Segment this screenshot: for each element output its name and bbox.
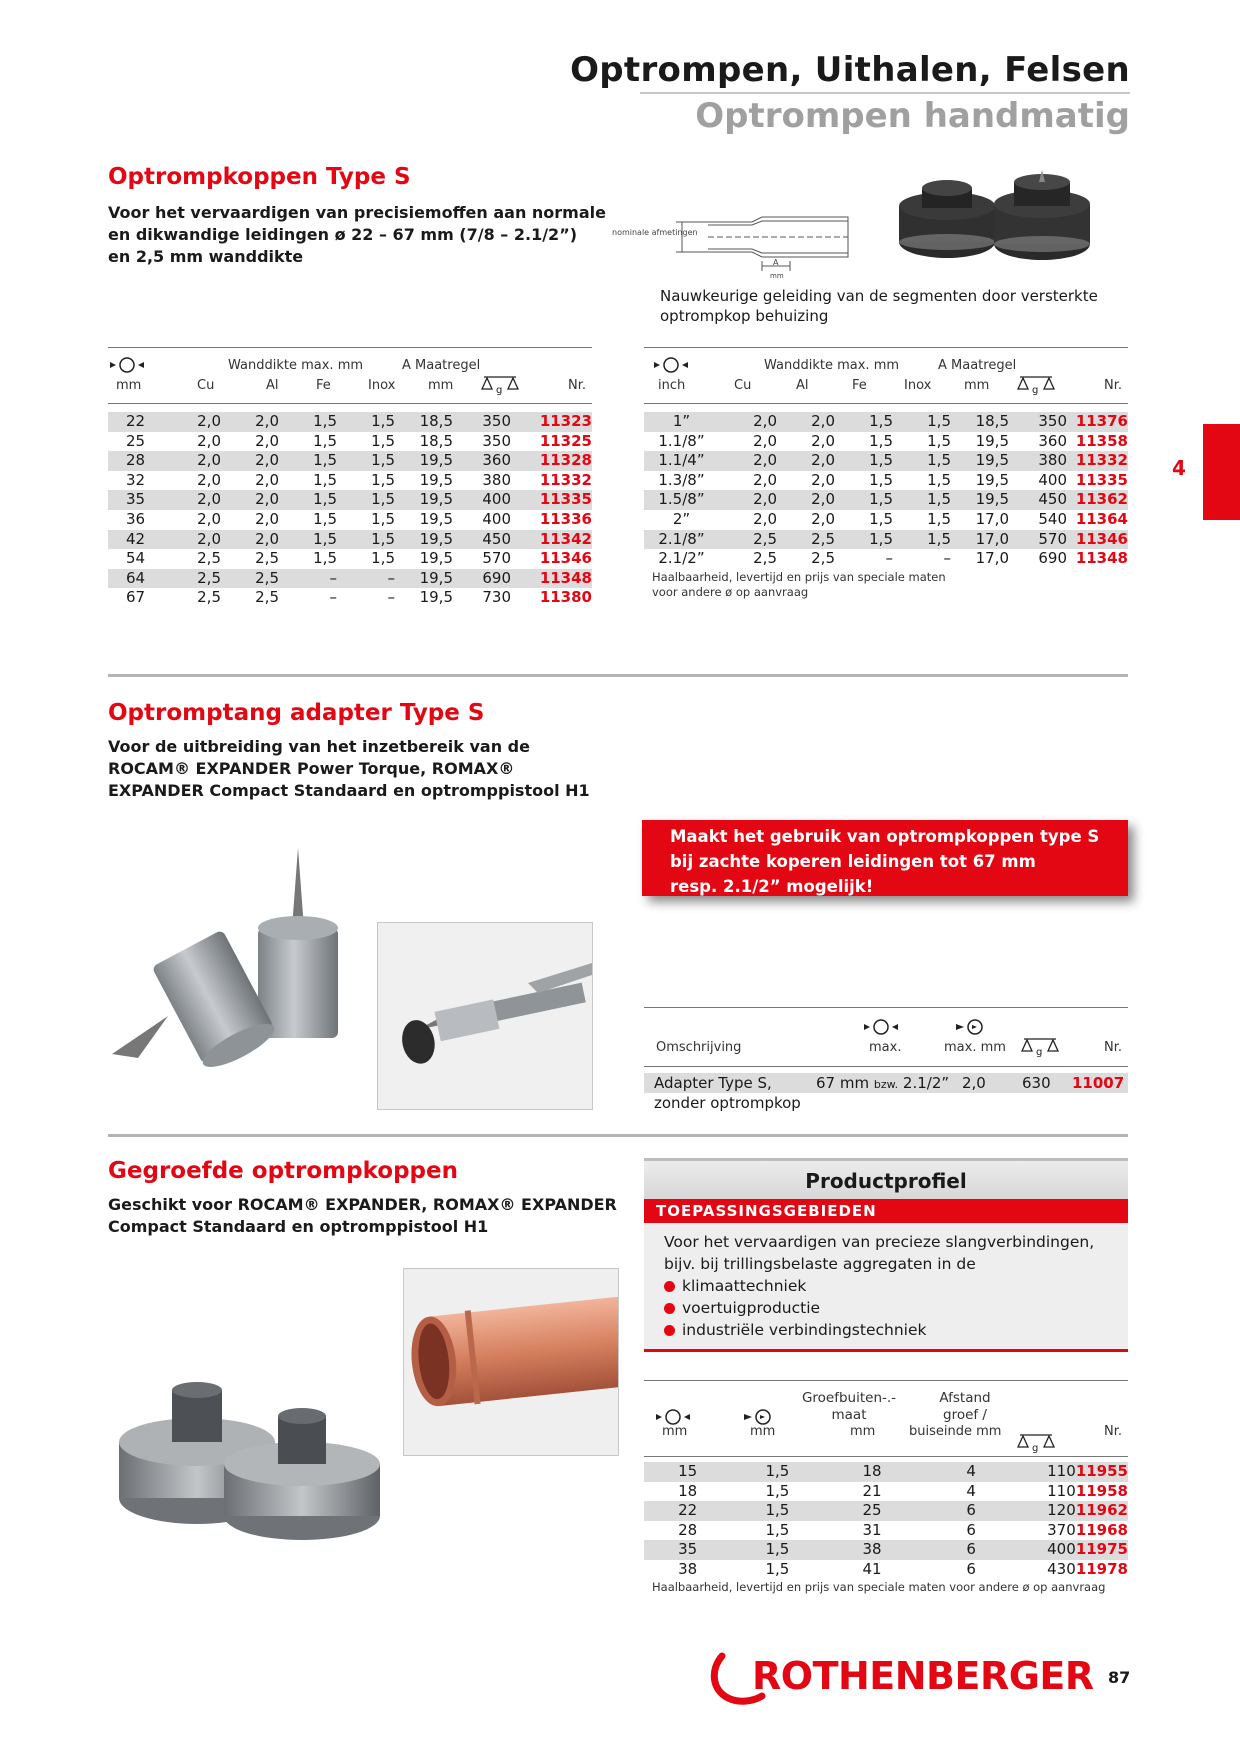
table-cell: 36 bbox=[125, 509, 146, 528]
table-cell: 19,5 bbox=[951, 490, 1009, 510]
table-cell: 360 bbox=[1038, 431, 1067, 450]
table-cell: 690 bbox=[453, 569, 511, 589]
adapter-desc: Adapter Type S, zonder optrompkop bbox=[654, 1074, 801, 1112]
table-cell: 1,5 bbox=[337, 412, 395, 432]
article-number: 11358 bbox=[1075, 431, 1128, 450]
article-number: 11362 bbox=[1067, 490, 1128, 510]
table-cell: 1,5 bbox=[765, 1481, 790, 1500]
adapter-max: 67 mm bzw. 2.1/2” bbox=[816, 1074, 950, 1092]
table-cell: 1.5/8” bbox=[644, 490, 719, 510]
section1-title: Optrompkoppen Type S bbox=[108, 164, 411, 190]
section-divider bbox=[108, 674, 1128, 677]
table-cell: 120 bbox=[1022, 1501, 1076, 1521]
table-cell: 380 bbox=[482, 470, 511, 489]
table-cell: 540 bbox=[1038, 509, 1067, 528]
table-cell: 110 bbox=[1047, 1481, 1076, 1500]
table-cell: 2,0 bbox=[221, 451, 279, 471]
table-cell: 18 bbox=[678, 1481, 698, 1500]
product-profile bbox=[644, 1158, 1128, 1344]
table-cell: 2,5 bbox=[255, 588, 279, 607]
bullet-dot-icon bbox=[664, 1303, 675, 1314]
table-row bbox=[108, 530, 592, 550]
table-cell: – bbox=[885, 549, 893, 568]
product-profile-body: Voor het vervaardigen van precieze slangverbindingen, bijv. bij trillingsbelaste aggregaten in de klimaattechniek voertuigproductie industriële verbindingstechniek bbox=[644, 1223, 1128, 1352]
grooved-table-header: mm mm mm buiseinde mm g Nr. bbox=[644, 1424, 1128, 1460]
table-cell: 67 bbox=[125, 588, 146, 607]
page-subtitle: Optrompen handmatig bbox=[695, 96, 1130, 136]
diagram-dim-label: nominale afmetingen bbox=[612, 228, 698, 237]
table-cell: 350 bbox=[453, 412, 511, 432]
table-row bbox=[644, 1560, 1128, 1580]
table-cell: 430 bbox=[1047, 1559, 1076, 1578]
table-row bbox=[644, 510, 1128, 530]
table-cell: 1,5 bbox=[371, 549, 395, 568]
table-cell: 2,0 bbox=[811, 431, 835, 450]
table-cell: 28 bbox=[678, 1520, 698, 1539]
table-cell: 1,5 bbox=[927, 431, 951, 450]
article-number: 11376 bbox=[1067, 412, 1128, 432]
section2-description: Voor de uitbreiding van het inzetbereik van de ROCAM® EXPANDER Power Torque, ROMAX® EXPANDER Compact Standaard en optromppistool H1 bbox=[108, 737, 590, 800]
article-number: 11955 bbox=[1075, 1462, 1128, 1480]
table-cell: 2,5 bbox=[197, 549, 221, 568]
table-cell: 1,5 bbox=[313, 470, 337, 489]
table-cell: 35 bbox=[644, 1540, 731, 1560]
table-cell: 6 bbox=[966, 1559, 976, 1578]
article-number: 11323 bbox=[511, 412, 592, 432]
callout-box: Maakt het gebruik van optrompkoppen type S bij zachte koperen leidingen tot 67 mm resp. 2.1/2” mogelijk! bbox=[642, 820, 1128, 896]
bullet-dot-icon bbox=[664, 1281, 675, 1292]
grooved-pipe-photo bbox=[403, 1268, 619, 1456]
table-cell: 19,5 bbox=[395, 451, 453, 471]
adapter-on-tool-photo bbox=[377, 922, 593, 1110]
section1-caption: Nauwkeurige geleiding van de segmenten door versterkte optrompkop behuizing bbox=[660, 287, 1098, 325]
table-row bbox=[644, 471, 1128, 491]
table-cell: 2,0 bbox=[255, 431, 279, 450]
bullet-item: industriële verbindingstechniek bbox=[664, 1319, 1128, 1341]
table-cell: 2,0 bbox=[777, 412, 835, 432]
table-cell: 4 bbox=[920, 1462, 1021, 1482]
table-cell: 1,5 bbox=[893, 490, 951, 510]
table-row bbox=[644, 1482, 1128, 1502]
table-cell: 1,5 bbox=[313, 549, 337, 568]
table-cell: 2,0 bbox=[221, 490, 279, 510]
article-number: 11332 bbox=[539, 470, 592, 489]
article-number: 11335 bbox=[511, 490, 592, 510]
table-cell: 2,5 bbox=[221, 569, 279, 589]
article-number: 11332 bbox=[1067, 451, 1128, 471]
article-number: 11346 bbox=[1067, 530, 1128, 550]
table-mm bbox=[108, 412, 592, 608]
table-cell: 2,5 bbox=[255, 549, 279, 568]
table-cell: 1,5 bbox=[313, 431, 337, 450]
article-number: 11975 bbox=[1075, 1540, 1128, 1559]
table-cell: 38 bbox=[824, 1540, 921, 1560]
bullet-dot-icon bbox=[664, 1325, 675, 1336]
table-cell: 2,0 bbox=[811, 470, 835, 489]
table-row bbox=[644, 549, 1128, 569]
table-cell: 2,0 bbox=[777, 490, 835, 510]
table-cell: 400 bbox=[1022, 1540, 1076, 1560]
table-cell: 450 bbox=[1009, 490, 1067, 510]
table-cell: 2,0 bbox=[255, 509, 279, 528]
grooved-table-note: Haalbaarheid, levertijd en prijs van speciale maten voor andere ø op aanvraag bbox=[652, 1580, 1106, 1594]
table-cell: 2.1/8” bbox=[644, 530, 719, 550]
adapter-table-top-rule bbox=[644, 1007, 1128, 1008]
table-cell: 2,0 bbox=[221, 530, 279, 550]
table-cell: 17,0 bbox=[975, 549, 1009, 568]
table-cell: 2,5 bbox=[197, 588, 221, 607]
grooved-table-header-rule bbox=[644, 1456, 1128, 1457]
table-row bbox=[644, 490, 1128, 510]
table-row bbox=[108, 588, 592, 608]
outer-diameter-icon bbox=[110, 356, 144, 374]
table-inch-group-a: A Maatregel bbox=[938, 358, 1017, 373]
page-title: Optrompen, Uithalen, Felsen bbox=[570, 50, 1130, 90]
table-cell: 2,0 bbox=[777, 451, 835, 471]
weight-scale-icon bbox=[480, 374, 520, 400]
table-cell: 1.1/4” bbox=[644, 451, 719, 471]
table-row bbox=[108, 412, 592, 432]
table-cell: 21 bbox=[862, 1481, 882, 1500]
product-profile-title: Productprofiel bbox=[644, 1158, 1128, 1199]
table-row bbox=[108, 471, 592, 491]
outer-diameter-icon bbox=[864, 1018, 898, 1036]
table-cell: 2,0 bbox=[163, 451, 221, 471]
table-cell: 1,5 bbox=[869, 431, 893, 450]
chapter-number: 4 bbox=[1172, 456, 1186, 480]
table-mm-header: mm Cu Al Fe Inox mm g Nr. bbox=[108, 378, 592, 396]
table-row bbox=[108, 451, 592, 471]
table-mm-group-a: A Maatregel bbox=[402, 358, 481, 373]
diagram-mm-label: mm bbox=[770, 272, 784, 280]
table-cell: 2,0 bbox=[163, 530, 221, 550]
table-cell: – bbox=[279, 569, 337, 589]
table-cell: 2,0 bbox=[753, 431, 777, 450]
table-inch-header-rule bbox=[644, 403, 1128, 404]
article-number: 11328 bbox=[511, 451, 592, 471]
table-cell: 1,5 bbox=[835, 490, 893, 510]
table-inch-header: inch Cu Al Fe Inox mm g Nr. bbox=[644, 378, 1128, 396]
table-cell: 19,5 bbox=[395, 530, 453, 550]
table-cell: 690 bbox=[1038, 549, 1067, 568]
table-cell: 1,5 bbox=[313, 509, 337, 528]
grooved-header-afstand: Afstand groef / bbox=[939, 1390, 991, 1423]
table-cell: 450 bbox=[453, 530, 511, 550]
article-number: 11335 bbox=[1075, 470, 1128, 489]
page-number: 87 bbox=[1108, 1668, 1131, 1687]
table-cell: 570 bbox=[482, 549, 511, 568]
table-cell: 400 bbox=[482, 509, 511, 528]
table-cell: 1,5 bbox=[765, 1520, 790, 1539]
table-cell: 1,5 bbox=[731, 1540, 823, 1560]
grooved-heads-photo bbox=[112, 1380, 392, 1540]
table-cell: 1,5 bbox=[337, 451, 395, 471]
expander-heads-photo bbox=[892, 170, 1092, 270]
article-number: 11958 bbox=[1075, 1481, 1128, 1500]
table-cell: 4 bbox=[966, 1481, 976, 1500]
section3-description: Geschikt voor ROCAM® EXPANDER, ROMAX® EXPANDER Compact Standaard en optromppistool H1 bbox=[108, 1195, 617, 1236]
table-cell: 2,5 bbox=[719, 530, 777, 550]
table-inch bbox=[644, 412, 1128, 569]
table-cell: 42 bbox=[108, 530, 163, 550]
table-cell: 1,5 bbox=[869, 509, 893, 528]
table-row bbox=[644, 1540, 1128, 1560]
article-number: 11348 bbox=[511, 569, 592, 589]
diagram-a-label: A bbox=[773, 258, 779, 267]
socket-diagram bbox=[612, 205, 852, 280]
table-cell: 110 bbox=[1022, 1462, 1076, 1482]
article-number: 11380 bbox=[539, 588, 592, 607]
table-cell: 19,5 bbox=[419, 588, 453, 607]
article-number: 11348 bbox=[1075, 549, 1128, 568]
table-cell: 2.1/2” bbox=[658, 549, 705, 568]
table-mm-header-rule bbox=[108, 403, 592, 404]
table-cell: 2,0 bbox=[221, 412, 279, 432]
table-cell: 1,5 bbox=[893, 530, 951, 550]
adapter-table-header: Omschrijving max. max. mm g Nr. bbox=[644, 1040, 1128, 1058]
table-cell: 1,5 bbox=[765, 1559, 790, 1578]
weight-scale-icon bbox=[1020, 1036, 1060, 1062]
table-cell: 38 bbox=[678, 1559, 698, 1578]
table-cell: 2,0 bbox=[719, 451, 777, 471]
product-profile-bar: TOEPASSINGSGEBIEDEN bbox=[644, 1199, 1128, 1223]
table-cell: 2,0 bbox=[163, 412, 221, 432]
svg-text:g: g bbox=[1036, 1047, 1043, 1058]
section3-title: Gegroefde optrompkoppen bbox=[108, 1158, 458, 1184]
table-cell: 6 bbox=[966, 1520, 976, 1539]
bullet-item: klimaattechniek bbox=[664, 1275, 1128, 1297]
table-cell: 1,5 bbox=[337, 530, 395, 550]
article-number: 11968 bbox=[1075, 1520, 1128, 1539]
table-cell: 19,5 bbox=[419, 470, 453, 489]
table-cell: 17,0 bbox=[951, 530, 1009, 550]
section1-description: Voor het vervaardigen van precisiemoffen aan normale en dikwandige leidingen ø 22 – 67 mm (7/8 – 2.1/2”) en 2,5 mm wanddikte bbox=[108, 203, 606, 266]
adapter-weight: 630 bbox=[1022, 1074, 1051, 1092]
table-cell: 6 bbox=[920, 1501, 1021, 1521]
table-cell: 2,0 bbox=[197, 509, 221, 528]
adapter-table-header-rule bbox=[644, 1066, 1128, 1067]
table-cell: 1,5 bbox=[835, 530, 893, 550]
table-cell: 1,5 bbox=[279, 412, 337, 432]
adapter-maxmm: 2,0 bbox=[962, 1074, 986, 1092]
table-cell: 400 bbox=[453, 490, 511, 510]
table-cell: 19,5 bbox=[975, 470, 1009, 489]
article-number: 11325 bbox=[539, 431, 592, 450]
table-cell: 1” bbox=[644, 412, 719, 432]
table-cell: 19,5 bbox=[419, 549, 453, 568]
table-cell: 18,5 bbox=[395, 412, 453, 432]
svg-text:g: g bbox=[1032, 385, 1039, 396]
table-cell: 25 bbox=[125, 431, 146, 450]
table-cell: 19,5 bbox=[419, 509, 453, 528]
table-cell: 2,0 bbox=[719, 490, 777, 510]
weight-scale-icon bbox=[1016, 374, 1056, 400]
table-cell: 350 bbox=[482, 431, 511, 450]
table-cell: 2,0 bbox=[197, 470, 221, 489]
table-cell: 22 bbox=[644, 1501, 731, 1521]
section-divider bbox=[108, 1134, 1128, 1137]
table-cell: 570 bbox=[1009, 530, 1067, 550]
table-cell: 1.3/8” bbox=[658, 470, 705, 489]
table-cell: 2,5 bbox=[753, 549, 777, 568]
table-cell: 41 bbox=[862, 1559, 882, 1578]
article-number: 11978 bbox=[1075, 1559, 1128, 1578]
table-cell: 2,0 bbox=[719, 412, 777, 432]
header-rule bbox=[640, 92, 1130, 94]
table-cell: 18,5 bbox=[419, 431, 453, 450]
adapter-photo bbox=[108, 848, 368, 1068]
table-cell: 1,5 bbox=[279, 451, 337, 471]
table-cell: 1,5 bbox=[371, 431, 395, 450]
adapter-nr: 11007 bbox=[1072, 1074, 1125, 1092]
article-number: 11962 bbox=[1075, 1501, 1128, 1520]
table-cell: 32 bbox=[125, 470, 146, 489]
table-cell: 360 bbox=[453, 451, 511, 471]
table-cell: 31 bbox=[862, 1520, 882, 1539]
grooved-table bbox=[644, 1462, 1128, 1580]
table-inch-top-rule bbox=[644, 347, 1128, 348]
table-cell: 1,5 bbox=[731, 1462, 823, 1482]
table-cell: 1,5 bbox=[927, 509, 951, 528]
table-row bbox=[108, 569, 592, 589]
table-cell: 730 bbox=[482, 588, 511, 607]
table-cell: 28 bbox=[108, 451, 163, 471]
table-cell: 35 bbox=[108, 490, 163, 510]
table-cell: 370 bbox=[1047, 1520, 1076, 1539]
outer-diameter-icon bbox=[654, 356, 688, 374]
table-cell: 19,5 bbox=[395, 490, 453, 510]
grooved-table-top-rule bbox=[644, 1380, 1128, 1381]
section2-title: Optromptang adapter Type S bbox=[108, 700, 485, 726]
table-cell: 6 bbox=[920, 1540, 1021, 1560]
table-row bbox=[644, 432, 1128, 452]
table-cell: 1,5 bbox=[869, 470, 893, 489]
table-cell: 18,5 bbox=[951, 412, 1009, 432]
chapter-tab bbox=[1203, 424, 1240, 520]
table-cell: 1,5 bbox=[371, 470, 395, 489]
table-row bbox=[108, 432, 592, 452]
table-row bbox=[644, 412, 1128, 432]
table-mm-top-rule bbox=[108, 347, 592, 348]
table-cell: 1,5 bbox=[893, 451, 951, 471]
table-row bbox=[644, 1501, 1128, 1521]
grooved-header-groef: Groefbuiten-.- maat bbox=[801, 1390, 897, 1423]
table-mm-group-wall: Wanddikte max. mm bbox=[228, 358, 364, 373]
table-cell: 2,0 bbox=[753, 509, 777, 528]
table-cell: 2,0 bbox=[163, 490, 221, 510]
table-cell: 2,0 bbox=[811, 509, 835, 528]
table-cell: 1,5 bbox=[893, 412, 951, 432]
table-cell: 1,5 bbox=[279, 490, 337, 510]
table-cell: – bbox=[387, 588, 395, 607]
table-cell: 19,5 bbox=[975, 431, 1009, 450]
table-cell: 2,5 bbox=[811, 549, 835, 568]
table-row bbox=[644, 530, 1128, 550]
svg-text:g: g bbox=[496, 385, 503, 396]
table-row bbox=[644, 1462, 1128, 1482]
article-number: 11342 bbox=[511, 530, 592, 550]
table-cell: 1,5 bbox=[731, 1501, 823, 1521]
table-cell: 19,5 bbox=[951, 451, 1009, 471]
brand-logo: ROTHENBERGER bbox=[752, 1654, 1094, 1698]
table-cell: 2,5 bbox=[777, 530, 835, 550]
table-cell: 1,5 bbox=[835, 412, 893, 432]
table-cell: 1.1/8” bbox=[658, 431, 705, 450]
article-number: 11336 bbox=[539, 509, 592, 528]
weight-scale-icon bbox=[1016, 1432, 1056, 1458]
table-cell: 380 bbox=[1009, 451, 1067, 471]
bullet-item: voertuigproductie bbox=[664, 1297, 1128, 1319]
table-row bbox=[644, 1521, 1128, 1541]
table-cell: 2,0 bbox=[255, 470, 279, 489]
table-cell: 22 bbox=[108, 412, 163, 432]
svg-text:g: g bbox=[1032, 1443, 1039, 1454]
table-cell: – bbox=[329, 588, 337, 607]
table-cell: 25 bbox=[824, 1501, 921, 1521]
table-inch-note: Haalbaarheid, levertijd en prijs van speciale maten voor andere ø op aanvraag bbox=[652, 570, 946, 599]
table-cell: 2,0 bbox=[753, 470, 777, 489]
table-cell: 19,5 bbox=[395, 569, 453, 589]
article-number: 11346 bbox=[539, 549, 592, 568]
article-number: 11364 bbox=[1075, 509, 1128, 528]
table-cell: 18 bbox=[824, 1462, 921, 1482]
table-row bbox=[108, 549, 592, 569]
table-row bbox=[108, 490, 592, 510]
wall-thickness-icon bbox=[956, 1018, 990, 1036]
table-cell: 1,5 bbox=[279, 530, 337, 550]
table-cell: – bbox=[943, 549, 951, 568]
table-cell: 2,0 bbox=[197, 431, 221, 450]
table-inch-group-wall: Wanddikte max. mm bbox=[764, 358, 900, 373]
table-cell: 400 bbox=[1038, 470, 1067, 489]
table-cell: 1,5 bbox=[835, 451, 893, 471]
table-cell: 1,5 bbox=[371, 509, 395, 528]
table-cell: 1,5 bbox=[337, 490, 395, 510]
table-cell: 15 bbox=[644, 1462, 731, 1482]
table-cell: 2,5 bbox=[163, 569, 221, 589]
table-row bbox=[644, 451, 1128, 471]
table-row bbox=[108, 510, 592, 530]
table-cell: – bbox=[337, 569, 395, 589]
table-cell: 17,0 bbox=[975, 509, 1009, 528]
table-cell: 54 bbox=[125, 549, 146, 568]
table-cell: 1,5 bbox=[927, 470, 951, 489]
table-cell: 350 bbox=[1009, 412, 1067, 432]
table-cell: 64 bbox=[108, 569, 163, 589]
table-cell: 2” bbox=[672, 509, 691, 528]
